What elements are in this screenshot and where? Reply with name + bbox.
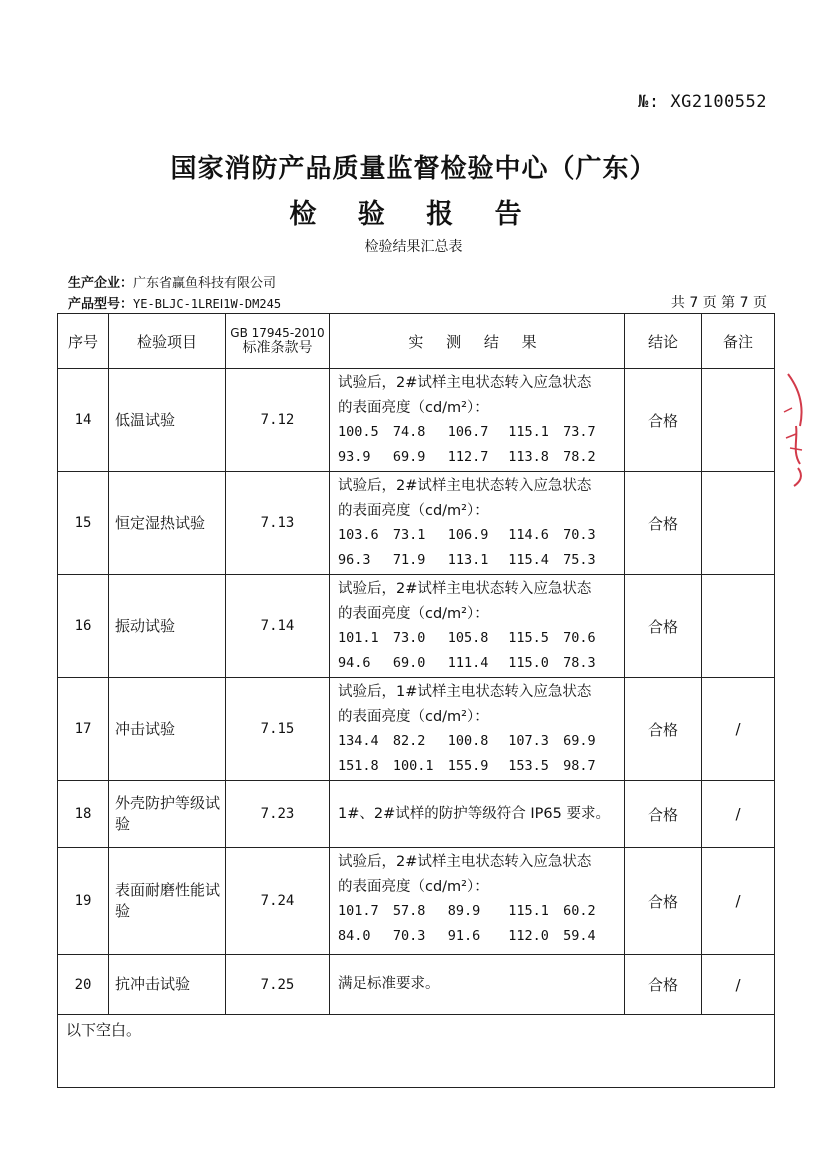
result-text-line: 的表面亮度（cd/m²）： (338, 399, 489, 416)
header-conclusion: 结论 (625, 314, 702, 369)
result-text-line: 的表面亮度（cd/m²）： (338, 502, 489, 519)
row-item: 低温试验 (109, 369, 226, 472)
luminance-value: 112.7 (447, 448, 489, 465)
row-item: 抗冲击试验 (109, 955, 226, 1015)
row-item: 外壳防护等级试验 (109, 781, 226, 848)
row-clause: 7.25 (226, 955, 330, 1015)
result-text-line: 的表面亮度（cd/m²）： (338, 878, 489, 895)
result-values-line (338, 651, 618, 676)
luminance-value: 78.3 (563, 654, 596, 671)
table-row (58, 955, 775, 1015)
luminance-value: 96.3 (338, 551, 371, 568)
result-text-line: 试验后，2#试样主电状态转入应急状态 (338, 854, 592, 870)
row-seq: 18 (58, 781, 109, 848)
luminance-value: 73.0 (392, 630, 426, 646)
result-values-line (338, 754, 618, 779)
result-text-line: 试验后，2#试样主电状态转入应急状态 (338, 375, 592, 391)
row-item: 表面耐磨性能试验 (109, 848, 226, 955)
page-title: 国家消防产品质量监督检验中心（广东） (170, 154, 657, 184)
row-result (330, 678, 625, 781)
table-header-row (58, 314, 775, 369)
luminance-value: 134.4 (338, 733, 379, 749)
row-item: 振动试验 (109, 575, 226, 678)
result-text-line: 的表面亮度（cd/m²）： (338, 708, 489, 725)
handwritten-mark (778, 368, 818, 488)
row-item: 冲击试验 (109, 678, 226, 781)
luminance-value: 115.4 (508, 551, 549, 568)
luminance-value: 91.6 (447, 927, 481, 944)
luminance-value: 69.9 (563, 733, 596, 749)
luminance-value: 73.1 (392, 527, 426, 543)
table-row (58, 472, 775, 575)
luminance-value: 84.0 (338, 927, 371, 944)
luminance-value: 74.8 (392, 424, 426, 440)
result-text-line: 的表面亮度（cd/m²）： (338, 605, 489, 622)
luminance-value: 115.1 (508, 903, 549, 919)
luminance-value: 70.3 (563, 527, 596, 543)
header-standard-line1: GB 17945-2010 (230, 326, 325, 340)
row-seq: 15 (58, 472, 109, 575)
result-values-line (338, 523, 618, 548)
page-indicator: 共 7 页 第 7 页 (670, 295, 767, 311)
result-values-line (338, 548, 618, 573)
luminance-value: 115.5 (508, 630, 549, 646)
luminance-value: 115.0 (508, 654, 549, 671)
luminance-value: 69.0 (392, 654, 426, 671)
luminance-value: 112.0 (508, 927, 549, 944)
luminance-value: 94.6 (338, 654, 371, 671)
luminance-value: 100.5 (338, 424, 379, 440)
row-result (330, 955, 625, 1015)
row-remark (702, 472, 775, 575)
manufacturer-line (68, 272, 276, 291)
row-remark: / (702, 781, 775, 848)
result-values-line (338, 420, 618, 445)
luminance-value: 153.5 (508, 757, 549, 774)
table-row (58, 848, 775, 955)
luminance-value: 98.7 (563, 757, 596, 774)
luminance-value: 60.2 (563, 903, 596, 919)
table-footer-row (58, 1015, 775, 1088)
luminance-value: 101.7 (338, 903, 379, 919)
luminance-value: 113.1 (447, 551, 489, 568)
luminance-value: 100.8 (447, 733, 489, 749)
header-result: 实 测 结 果 (330, 314, 625, 369)
header-standard (226, 314, 330, 369)
luminance-value: 69.9 (392, 448, 426, 465)
luminance-value: 101.1 (338, 630, 379, 646)
row-clause: 7.14 (226, 575, 330, 678)
row-seq: 16 (58, 575, 109, 678)
row-conclusion: 合格 (625, 848, 702, 955)
result-values-line (338, 626, 618, 651)
row-remark: / (702, 955, 775, 1015)
header-remark: 备注 (702, 314, 775, 369)
row-remark (702, 369, 775, 472)
luminance-value: 93.9 (338, 448, 371, 465)
row-clause: 7.13 (226, 472, 330, 575)
result-text-line: 试验后，2#试样主电状态转入应急状态 (338, 581, 592, 597)
row-clause: 7.12 (226, 369, 330, 472)
row-conclusion: 合格 (625, 781, 702, 848)
footer-note: 以下空白。 (58, 1015, 775, 1088)
result-values-line (338, 924, 618, 949)
luminance-value: 155.9 (447, 757, 489, 774)
luminance-value: 107.3 (508, 733, 549, 749)
row-result (330, 781, 625, 848)
luminance-value: 71.9 (392, 551, 426, 568)
luminance-value: 100.1 (392, 757, 434, 774)
luminance-value: 70.6 (563, 630, 596, 646)
luminance-value: 78.2 (563, 448, 596, 465)
luminance-value: 59.4 (563, 927, 596, 944)
luminance-value: 82.2 (392, 733, 426, 749)
row-item: 恒定湿热试验 (109, 472, 226, 575)
header-seq: 序号 (58, 314, 109, 369)
manufacturer-label: 生产企业： (68, 276, 134, 291)
results-table (57, 313, 775, 1088)
header-standard-line2: 标准条款号 (242, 340, 313, 356)
table-caption: 检验结果汇总表 (364, 239, 463, 255)
luminance-value: 106.7 (447, 424, 489, 440)
luminance-value: 73.7 (563, 424, 596, 440)
row-seq: 19 (58, 848, 109, 955)
luminance-value: 105.8 (447, 630, 489, 646)
luminance-value: 103.6 (338, 527, 379, 543)
manufacturer-value: 广东省赢鱼科技有限公司 (133, 276, 277, 291)
luminance-value: 106.9 (447, 527, 489, 543)
report-number: №: XG2100552 (638, 92, 767, 112)
result-text-line: 1#、2#试样的防护等级符合 IP65 要求。 (338, 805, 610, 822)
row-seq: 17 (58, 678, 109, 781)
table-row (58, 369, 775, 472)
luminance-value: 151.8 (338, 757, 379, 774)
table-body (58, 369, 775, 1088)
result-values-line (338, 445, 618, 470)
row-remark: / (702, 848, 775, 955)
model-line (68, 293, 281, 312)
row-conclusion: 合格 (625, 369, 702, 472)
result-text-line: 试验后，2#试样主电状态转入应急状态 (338, 478, 592, 494)
luminance-value: 111.4 (447, 654, 489, 671)
row-seq: 20 (58, 955, 109, 1015)
result-values-line (338, 899, 618, 924)
row-result (330, 848, 625, 955)
row-conclusion: 合格 (625, 575, 702, 678)
row-clause: 7.15 (226, 678, 330, 781)
report-subtitle: 检 验 报 告 (289, 199, 538, 230)
row-conclusion: 合格 (625, 955, 702, 1015)
luminance-value: 75.3 (563, 551, 596, 568)
luminance-value: 70.3 (392, 927, 426, 944)
table-row (58, 678, 775, 781)
luminance-value: 115.1 (508, 424, 549, 440)
row-remark: / (702, 678, 775, 781)
row-clause: 7.24 (226, 848, 330, 955)
luminance-value: 114.6 (508, 527, 549, 543)
row-clause: 7.23 (226, 781, 330, 848)
luminance-value: 89.9 (447, 903, 481, 919)
header-item: 检验项目 (109, 314, 226, 369)
result-text-line: 试验后，1#试样主电状态转入应急状态 (338, 684, 592, 700)
row-result (330, 369, 625, 472)
table-row (58, 781, 775, 848)
model-value: YE-BLJC-1LREⅠ1W-DM245 (133, 297, 282, 311)
luminance-value: 113.8 (508, 448, 549, 465)
row-result (330, 575, 625, 678)
result-values-line (338, 729, 618, 754)
row-remark (702, 575, 775, 678)
row-conclusion: 合格 (625, 472, 702, 575)
row-conclusion: 合格 (625, 678, 702, 781)
row-seq: 14 (58, 369, 109, 472)
row-result (330, 472, 625, 575)
model-label: 产品型号： (68, 297, 134, 312)
luminance-value: 57.8 (392, 903, 426, 919)
table-row (58, 575, 775, 678)
result-text-line: 满足标准要求。 (338, 976, 440, 993)
